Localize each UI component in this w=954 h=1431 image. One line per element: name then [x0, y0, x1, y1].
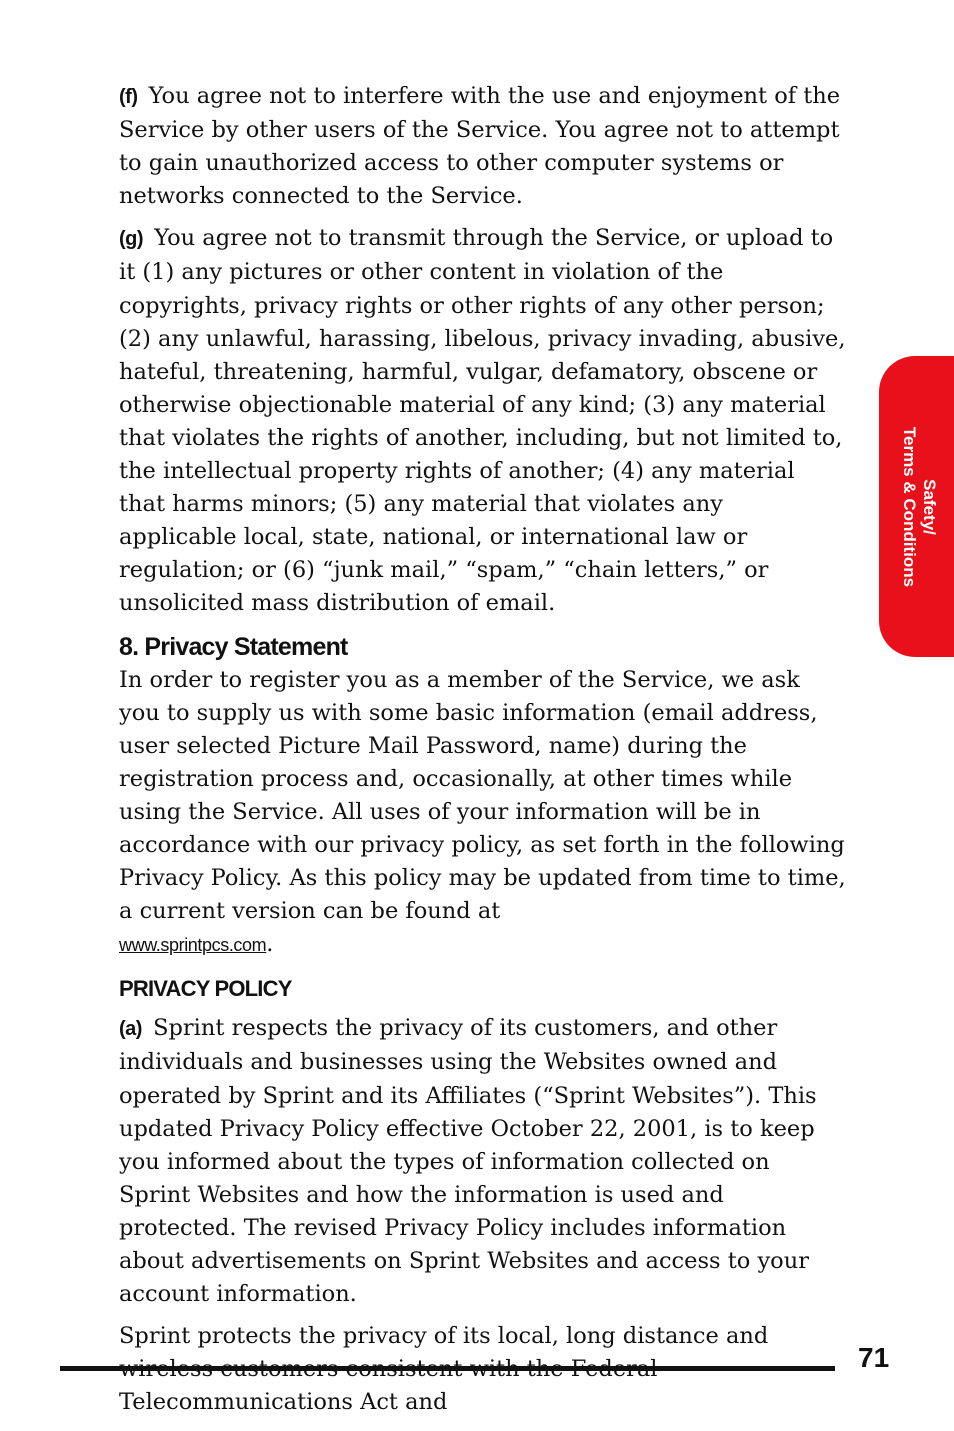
privacy-statement-url-suffix: . [266, 931, 274, 958]
page-number: 71 [858, 1342, 890, 1373]
paragraph-a [119, 1012, 847, 1311]
side-tab-line-2: Terms & Conditions [900, 426, 919, 587]
closing-paragraph-text: Sprint protects the privacy of its local, long distance and Telecommunications Act and [119, 1323, 769, 1416]
privacy-policy-heading: PRIVACY POLICY [119, 976, 292, 1002]
paragraph-f-label: (f) [119, 86, 138, 108]
page-body [119, 80, 847, 1428]
paragraph-a-text: Sprint respects the privacy of its customers, and other individuals and businesses using the Websites owned and operated by Sprint and its Affiliates (“Sprint Websites”). This updated Privacy Policy effective October 22, 2001, is to keep you informed about the types of information collected on Sprint Websites and how the information is used and protected. The revised Privacy Policy includes information about advertisements on Sprint Websites and access to your account information. [119, 1015, 817, 1308]
side-tab-label [899, 426, 939, 586]
sprintpcs-link[interactable]: www.sprintpcs.com [119, 935, 267, 956]
paragraph-a-label: (a) [119, 1018, 142, 1041]
side-tab-line-1: Safety/ [920, 478, 939, 535]
privacy-statement-heading: 8. Privacy Statement [119, 632, 348, 661]
paragraph-g [119, 222, 847, 620]
section-side-tab[interactable] [879, 356, 954, 657]
privacy-statement-text: In order to register you as a member of the Service, we ask you to supply us with some basic information (email address, user selected Picture Mail Password, name) during the registration process and, occasionally, at other times while using the Service. All uses of your information will be in accordance with our privacy policy, as set forth in the following Privacy Policy. As this policy may be updated from time to time, a current version can be found at [119, 666, 846, 925]
paragraph-g-text: You agree not to transmit through the Service, or upload to it (1) any pictures or other content in violation of the copyrights, privacy rights or other rights of any other person; (2) any unlawful, harassing, libelous, privacy invading, abusive, hateful, threatening, harmful, vulgar, defamatory, obscene or otherwise objectionable material of any kind; (3) any material that violates the rights of another, including, but not limited to, the intellectual property rights of another; (4) any material that harms minors; (5) any material that violates any applicable local, state, national, or international law or regulation; or (6) “junk mail,” “spam,” “chain letters,” or unsolicited mass distribution of email. [119, 225, 846, 617]
paragraph-f-text: You agree not to interfere with the use and enjoyment of the Service by other users of the Service. You agree not to attempt to gain unauthorized access to other computer systems or networks connected to the Service. [119, 83, 841, 210]
footer-rule [60, 1366, 835, 1371]
privacy-statement-paragraph [119, 664, 847, 963]
paragraph-g-label: (g) [119, 228, 144, 251]
paragraph-f [119, 80, 847, 213]
